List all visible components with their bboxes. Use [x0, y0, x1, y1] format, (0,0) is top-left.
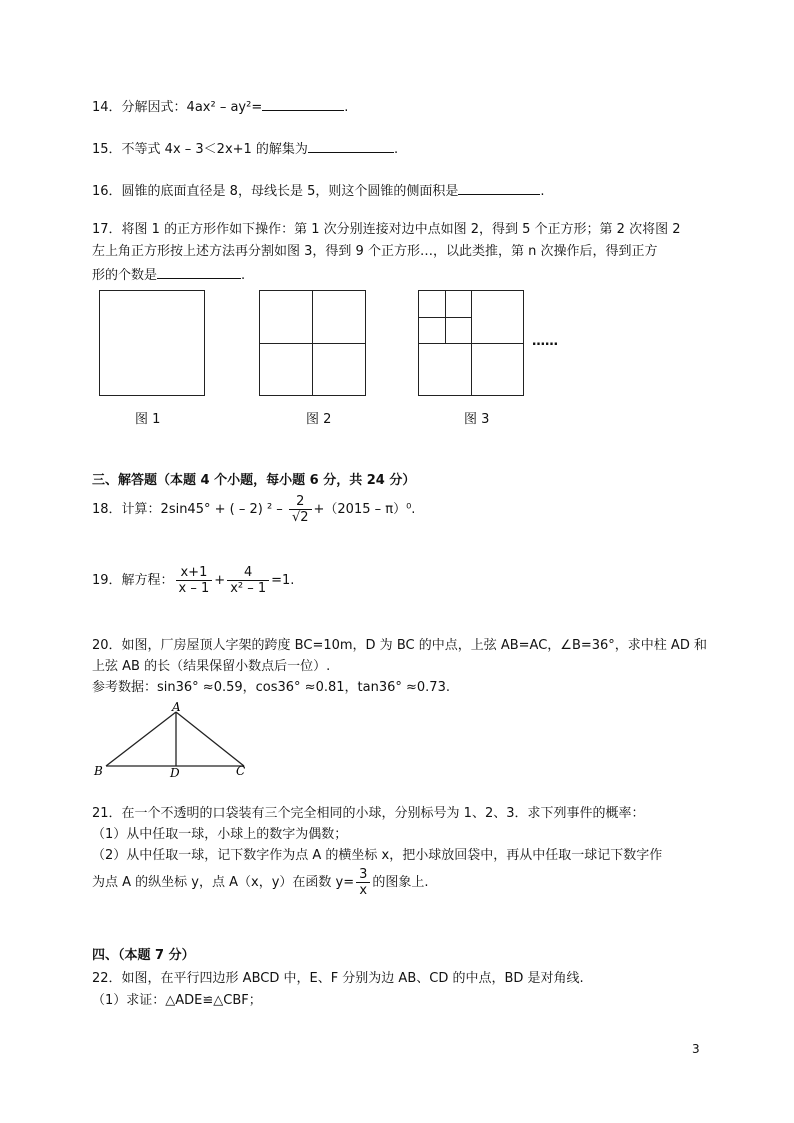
- q14-text: 14．分解因式：4ax² – ay²=: [92, 100, 263, 115]
- label-A: A: [172, 700, 181, 714]
- q17-line3: [92, 264, 245, 285]
- q20-line1: 20．如图，厂房屋顶人字架的跨度 BC=10m，D 为 BC 的中点，上弦 AB=AC，∠B=36°，求中柱 AD 和: [92, 638, 707, 653]
- q22-line2: （1）求证：△ADE≌△CBF；: [92, 993, 262, 1008]
- q19-fraction-1: [176, 565, 213, 596]
- figure-1-label: 图 1: [135, 412, 161, 427]
- section-3-title: 三、解答题（本题 4 个小题，每小题 6 分，共 24 分）: [92, 473, 416, 488]
- q17-period: .: [241, 268, 246, 283]
- figure-3-label: 图 3: [464, 412, 490, 427]
- label-B: B: [94, 764, 103, 778]
- figure-2-square: [259, 290, 366, 396]
- q17-line3-text: 形的个数是: [92, 268, 158, 283]
- figure-ellipsis: ……: [532, 334, 558, 349]
- q17-line1: 17．将图 1 的正方形作如下操作：第 1 次分别连接对边中点如图 2，得到 5 个正方形；第 2 次将图 2: [92, 222, 681, 237]
- question-18: [92, 493, 415, 527]
- q21-line1: 21．在一个不透明的口袋装有三个完全相同的小球，分别标号为 1、2、3．求下列事件的概率：: [92, 806, 645, 821]
- q15-period: .: [393, 142, 399, 157]
- q16-answer-blank[interactable]: [458, 180, 540, 195]
- q19-prefix: 19．解方程：: [92, 573, 174, 588]
- q21-line4-suffix: 的图象上.: [372, 875, 429, 890]
- label-C: C: [236, 764, 246, 778]
- q22-line1: 22．如图，在平行四边形 ABCD 中，E、F 分别为边 AB、CD 的中点，BD 是对角线.: [92, 971, 584, 986]
- q21-line4-prefix: 为点 A 的纵坐标 y，点 A（x，y）在函数 y=: [92, 875, 355, 890]
- q19-fraction-1-denominator: x – 1: [178, 581, 210, 596]
- q21-line4: [92, 866, 429, 900]
- label-D: D: [170, 766, 180, 780]
- figure-2-horizontal-line: [260, 343, 365, 344]
- q18-suffix: +（2015 – π）⁰.: [313, 502, 416, 517]
- question-19: [92, 564, 294, 598]
- q15-text: 15．不等式 4x – 3＜2x+1 的解集为: [92, 142, 308, 157]
- q20-line2: 上弦 AB 的长（结果保留小数点后一位）.: [92, 659, 331, 674]
- q19-plus: +: [214, 573, 226, 588]
- figure-1-square: [99, 290, 205, 396]
- question-14: [92, 96, 348, 117]
- q21-line2: （1）从中任取一球，小球上的数字为偶数；: [92, 827, 348, 842]
- q19-fraction-1-numerator: x+1: [176, 565, 213, 581]
- q16-period: .: [540, 184, 545, 199]
- q19-fraction-2-denominator: x² – 1: [230, 581, 267, 596]
- q18-fraction-denominator: √2: [291, 510, 309, 525]
- section-4-title: 四、（本题 7 分）: [92, 948, 195, 963]
- question-15: [92, 138, 398, 159]
- q15-answer-blank[interactable]: [308, 138, 394, 153]
- q14-answer-blank[interactable]: [262, 96, 344, 111]
- figure-2-label: 图 2: [306, 412, 332, 427]
- q21-fraction-denominator: x: [359, 883, 368, 898]
- q16-text: 16．圆锥的底面直径是 8，母线长是 5，则这个圆锥的侧面积是: [92, 184, 459, 199]
- q17-answer-blank[interactable]: [157, 264, 241, 279]
- figure-3-horizontal-line: [419, 343, 523, 344]
- figure-3-sub-horizontal-line: [419, 317, 471, 318]
- q20-line3: 参考数据：sin36° ≈0.59，cos36° ≈0.81，tan36° ≈0.73.: [92, 680, 450, 695]
- q21-line3: （2）从中任取一球，记下数字作为点 A 的横坐标 x，把小球放回袋中，再从中任取一球记下数字作: [92, 848, 663, 863]
- truss-triangle-diagram: [90, 700, 260, 782]
- q18-radicand: 2: [300, 510, 309, 525]
- q19-fraction-2-numerator: 4: [227, 565, 269, 581]
- q18-fraction: [289, 494, 312, 525]
- q18-fraction-numerator: 2: [289, 494, 312, 510]
- q21-fraction: [356, 867, 370, 898]
- side-AC: [176, 712, 244, 766]
- q18-prefix: 18．计算：2sin45° + ( – 2) ² –: [92, 502, 283, 517]
- q19-fraction-2: [227, 565, 269, 596]
- q17-line2: 左上角正方形按上述方法再分割如图 3，得到 9 个正方形…，以此类推，第 n 次操作后，得到正方: [92, 244, 658, 259]
- q19-suffix: =1.: [271, 573, 295, 588]
- side-AB: [106, 712, 176, 766]
- page-number: 3: [692, 1042, 700, 1056]
- q14-period: .: [344, 100, 349, 115]
- question-16: [92, 180, 545, 201]
- figure-3-square: [418, 290, 524, 396]
- q21-fraction-numerator: 3: [356, 867, 370, 883]
